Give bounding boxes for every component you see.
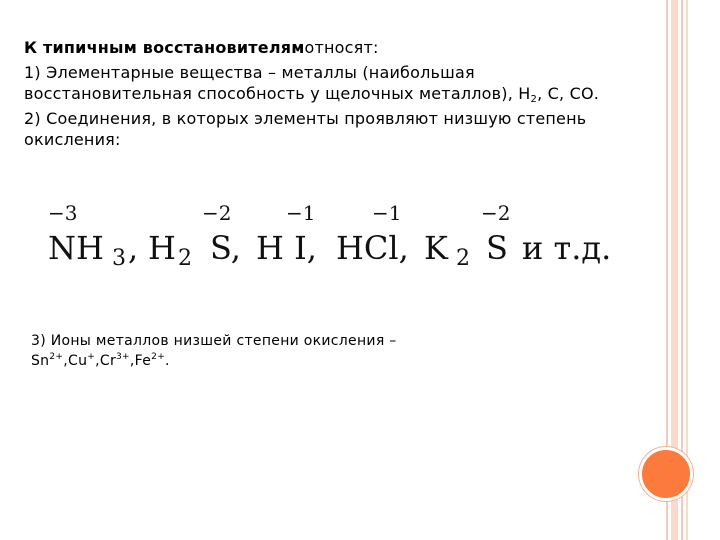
ox-state-hi: −1 <box>286 201 316 225</box>
item-1 <box>24 62 614 104</box>
item-1-after: , С, СО. <box>537 84 600 103</box>
ion-el: Cu <box>68 353 88 369</box>
ion-el: Sn <box>31 353 50 369</box>
item-3-line1: 3) Ионы металлов низшей степени окисления – <box>31 333 397 349</box>
formula-k2s-s: S <box>486 229 508 267</box>
ox-state-hcl: −1 <box>372 201 402 225</box>
formula-h2s-h: H <box>148 229 176 267</box>
slide-text <box>24 37 614 150</box>
item-1-text: 1) Элементарные вещества – металлы (наибольшая восстановительная способность у щелочных металлов), Н <box>24 63 531 103</box>
ox-state-h2s: −2 <box>202 201 232 225</box>
formula-line <box>44 197 644 277</box>
ox-state-nh3: −3 <box>48 201 78 225</box>
ion-el: Cr <box>99 353 117 369</box>
formula-etc: и т.д. <box>522 229 612 267</box>
item-3-ions: $Sn^{2+},Cu^+,Cr^{3+},Fe^{2+}$. <box>31 352 170 369</box>
formula-hi: H I, <box>256 229 317 267</box>
intro-rest: относят: <box>304 38 379 57</box>
ion-el: Fe <box>134 353 152 369</box>
ion-charge: + <box>87 352 96 362</box>
ion-charge: 2+ <box>49 352 64 362</box>
formula-nh3: NH <box>48 229 104 267</box>
formula-h2s-subscript: 2 <box>178 246 192 271</box>
formula-k2s-subscript: 2 <box>456 246 470 271</box>
formula-k2s-k: K <box>424 229 448 267</box>
ion-charge: 2+ <box>151 352 166 362</box>
ion-end: . <box>165 353 170 369</box>
formula-comma: , <box>128 229 139 267</box>
item-1-subscript: 2 <box>530 94 538 105</box>
formula-h2s-s: S, <box>210 229 241 267</box>
ox-state-k2s: −2 <box>481 201 511 225</box>
intro-bold: К типичным восстановителям <box>24 38 305 57</box>
intro-line <box>24 37 614 58</box>
decor-circle <box>639 447 693 501</box>
item-3 <box>31 331 591 371</box>
item-2 <box>24 108 614 150</box>
item-2-text: 2) Соединения, в которых элементы проявляют низшую степень окисления: <box>24 109 587 149</box>
formula-hcl: HCl, <box>336 229 409 267</box>
ion-charge: 3+ <box>116 352 130 362</box>
formula-nh3-subscript: 3 <box>112 246 126 271</box>
